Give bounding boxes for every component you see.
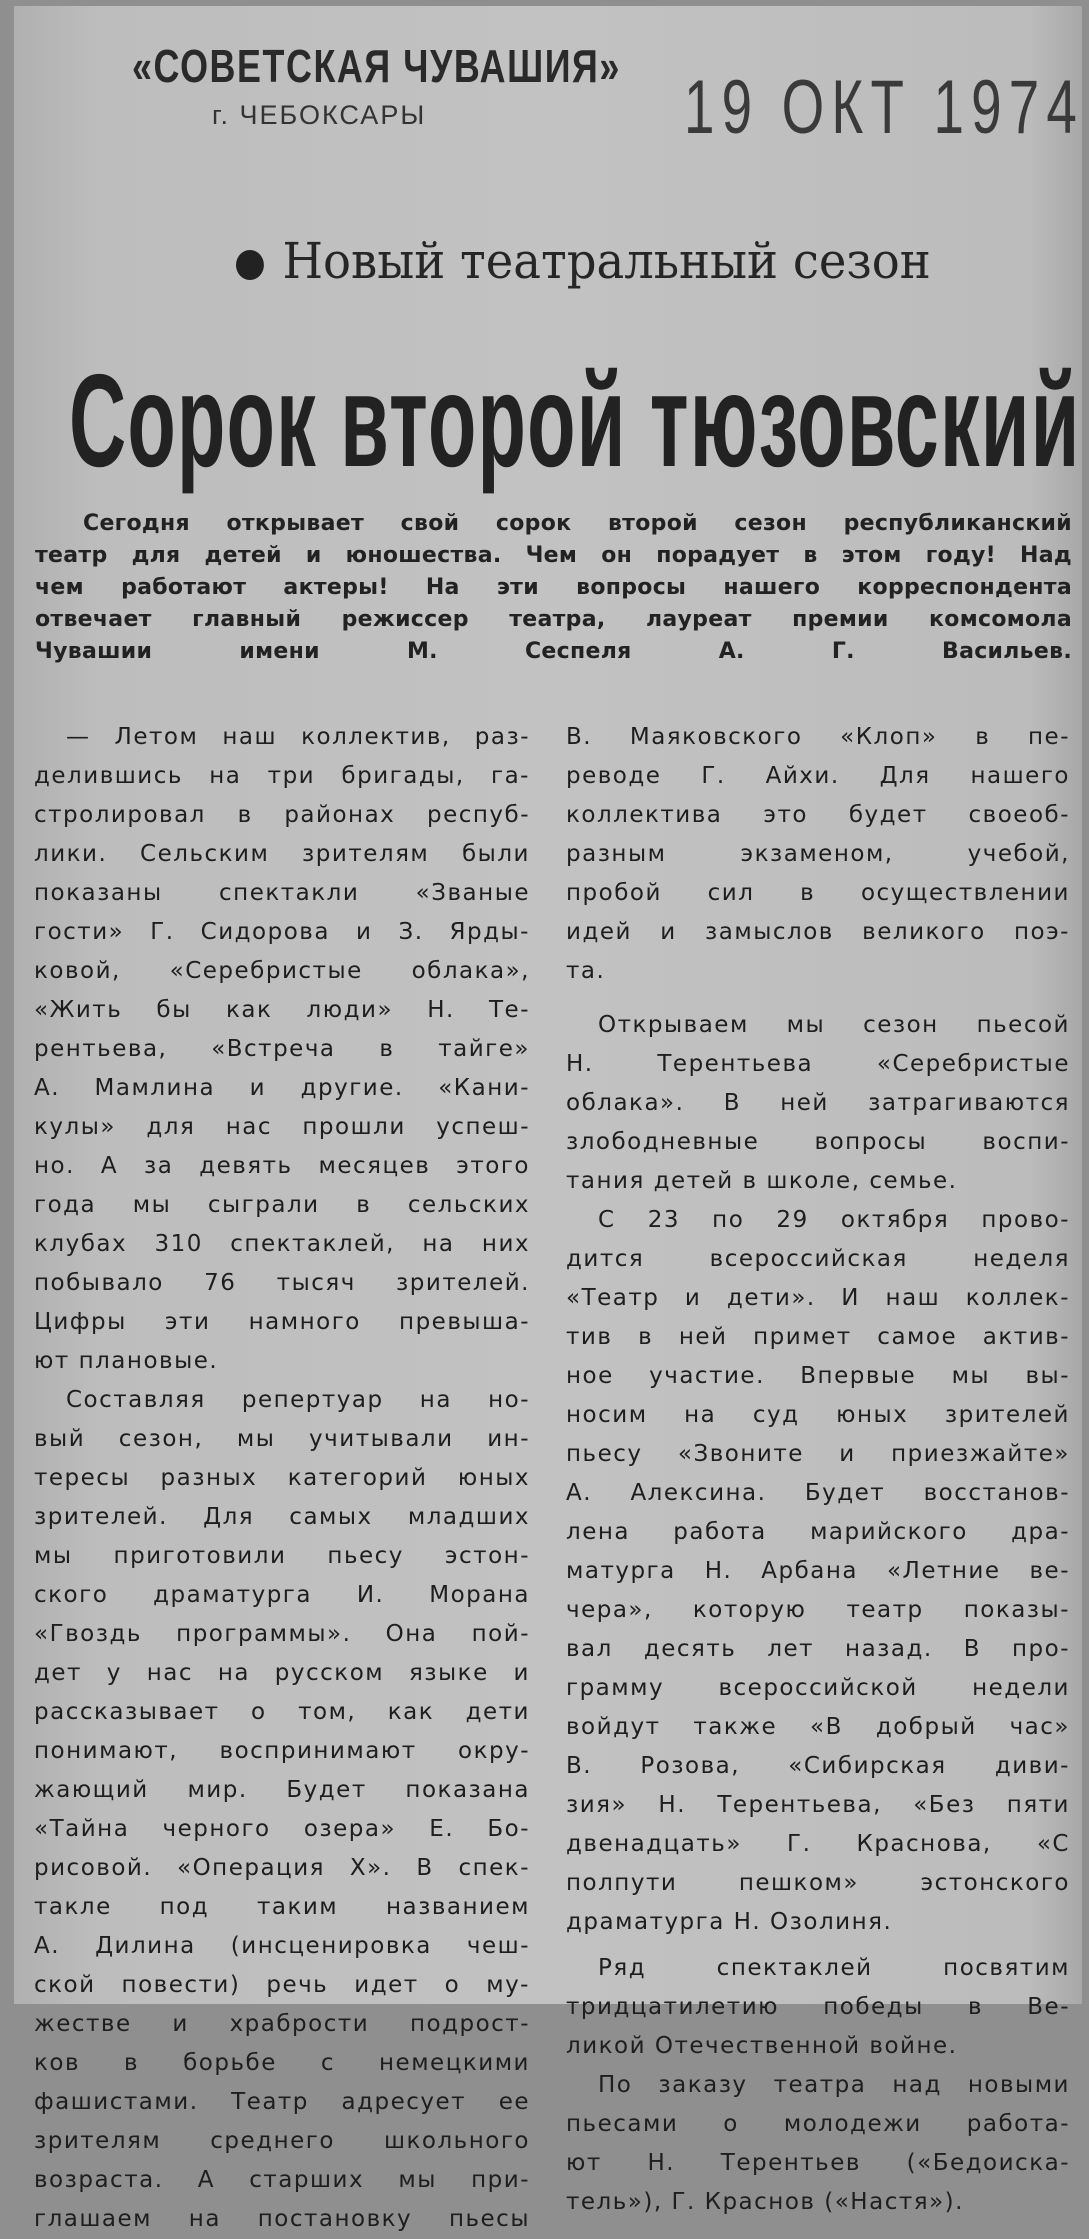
text-line: года мы сыграли в сельских (34, 1192, 530, 1218)
text-line: С 23 по 29 октября прово- (598, 1207, 1070, 1233)
text-line: идей и замыслов великого поэ- (566, 919, 1070, 945)
text-line: возраста. А старших мы при- (34, 2167, 530, 2193)
text-line: фашистами. Театр адресует ее (34, 2089, 530, 2115)
text-line: побывало 76 тысяч зрителей. (34, 1270, 530, 1296)
text-line: А. Алексина. Будет восстанов- (566, 1480, 1070, 1506)
text-line: дится всероссийская неделя (566, 1246, 1070, 1272)
text-line: жающий мир. Будет показана (34, 1777, 530, 1803)
text-line: рентьева, «Встреча в тайге» (34, 1036, 530, 1062)
text-line: Открываем мы сезон пьесой (598, 1012, 1070, 1038)
text-line: Цифры эти намного превыша- (34, 1309, 530, 1335)
text-line: чем работают актеры! На эти вопросы нашего корреспондента (35, 575, 1072, 600)
rubric-text: Новый театральный сезон (282, 232, 931, 290)
text-line: По заказу театра над новыми (598, 2072, 1070, 2098)
text-line: В. Маяковского «Клоп» в пе- (566, 724, 1070, 750)
text-line: рассказывает о том, как дети (34, 1699, 530, 1725)
text-line: «Театр и дети». И наш коллек- (566, 1285, 1070, 1311)
text-line: но. А за девять месяцев этого (34, 1153, 530, 1179)
text-line: А. Мамлина и другие. «Кани- (34, 1075, 530, 1101)
text-line: грамму всероссийской недели (566, 1675, 1070, 1701)
article-lead (35, 508, 1072, 668)
text-line: — Летом наш коллектив, раз- (66, 724, 530, 750)
text-line: Составляя репертуар на но- (66, 1387, 530, 1413)
text-line: «Гвоздь программы». Она пой- (34, 1621, 530, 1647)
text-line: вал десять лет назад. В про- (566, 1636, 1070, 1662)
text-line: зия» Н. Терентьева, «Без пяти (566, 1792, 1070, 1818)
text-line: ковой, «Серебристые облака», (34, 958, 530, 984)
paragraph (566, 718, 1070, 991)
text-line: лена работа марийского дра- (566, 1519, 1070, 1545)
text-line: двенадцать» Г. Краснова, «С (566, 1831, 1070, 1857)
text-line: чера», которую театр показы- (566, 1597, 1070, 1623)
paragraph (566, 1949, 1070, 2066)
newspaper-masthead: «СОВЕТСКАЯ ЧУВАШИЯ» (132, 40, 621, 92)
text-line: театр для детей и юношества. Чем он порадует в этом году! Над (35, 543, 1072, 568)
text-line: войдут также «В добрый час» (566, 1714, 1070, 1740)
text-line: тания детей в школе, семье. (566, 1168, 958, 1194)
paragraph (566, 2066, 1070, 2222)
text-line: ского драматурга И. Морана (34, 1582, 530, 1608)
text-line: разным экзаменом, учебой, (566, 841, 1070, 867)
text-line: стролировал в районах респуб- (34, 802, 530, 828)
text-line: тив в ней примет самое актив- (566, 1324, 1070, 1350)
text-line: та. (566, 958, 606, 984)
text-line: вый сезон, мы учитывали ин- (34, 1426, 530, 1452)
text-line: мы приготовили пьесу эстон- (34, 1543, 530, 1569)
newspaper-city: г. ЧЕБОКСАРЫ (212, 100, 427, 130)
text-line: Ряд спектаклей посвятим (598, 1955, 1070, 1981)
paragraph (34, 1381, 530, 2239)
rubric (236, 226, 931, 296)
column-left (34, 718, 530, 2239)
text-line: показаны спектакли «Званые (34, 880, 530, 906)
text-line: жестве и храбрости подрост- (34, 2011, 530, 2037)
text-line: дет у нас на русском языке и (34, 1660, 530, 1686)
text-line: драматурга Н. Озолиня. (566, 1909, 893, 1935)
column-right (566, 718, 1070, 2222)
text-line: ют Н. Терентьев («Бедоиска- (566, 2150, 1070, 2176)
text-line: «Жить бы как люди» Н. Те- (34, 997, 530, 1023)
text-line: зрителей. Для самых младших (34, 1504, 530, 1530)
text-line: тель»), Г. Краснов («Настя»). (566, 2189, 964, 2215)
text-line: тересы разных категорий юных (34, 1465, 530, 1491)
text-line: клубах 310 спектаклей, на них (34, 1231, 530, 1257)
text-line: делившись на три бригады, га- (34, 763, 530, 789)
text-line: лики. Сельским зрителям были (34, 841, 530, 867)
text-line: А. Дилина (инсценировка чеш- (34, 1933, 530, 1959)
text-line: матурга Н. Арбана «Летние ве- (566, 1558, 1070, 1584)
text-line: ков в борьбе с немецкими (34, 2050, 530, 2076)
text-line: ской повести) речь идет о му- (34, 1972, 530, 1998)
text-line: такле под таким названием (34, 1894, 530, 1920)
text-line: В. Розова, «Сибирская диви- (566, 1753, 1070, 1779)
text-line: рисовой. «Операция Х». В спек- (34, 1855, 530, 1881)
paragraph (35, 508, 1072, 668)
text-line: злободневные вопросы воспи- (566, 1129, 1070, 1155)
text-line: пьесами о молодежи работа- (566, 2111, 1070, 2137)
paragraph (34, 718, 530, 1381)
text-line: понимают, воспринимают окру- (34, 1738, 530, 1764)
text-line: пьесу «Звоните и приезжайте» (566, 1441, 1070, 1467)
text-line: коллектива это будет своеоб- (566, 802, 1070, 828)
text-line: пробой сил в осуществлении (566, 880, 1070, 906)
paragraph (566, 1201, 1070, 1942)
text-line: полпути пешком» эстонского (566, 1870, 1070, 1896)
date-stamp: 19 ОКТ 1974 (684, 65, 1085, 150)
article-title: Сорок второй тюзовский (69, 347, 1081, 494)
text-line: носим на суд юных зрителей (566, 1402, 1070, 1428)
text-line: ное участие. Впервые мы вы- (566, 1363, 1070, 1389)
text-line: Сегодня открывает свой сорок второй сезон республиканский (83, 511, 1072, 536)
text-line: зрителям среднего школьного (34, 2128, 530, 2154)
text-line: «Тайна черного озера» Е. Бо- (34, 1816, 530, 1842)
bullet-icon (236, 250, 264, 280)
text-line: Н. Терентьева «Серебристые (566, 1051, 1070, 1077)
text-line: отвечает главный режиссер театра, лауреат премии комсомола (35, 607, 1072, 632)
text-line: гости» Г. Сидорова и З. Ярды- (34, 919, 530, 945)
text-line: глашаем на постановку пьесы (34, 2206, 530, 2232)
paragraph (566, 1006, 1070, 1201)
text-line: ют плановые. (34, 1348, 219, 1374)
text-line: ликой Отечественной войне. (566, 2033, 958, 2059)
text-line: облака». В ней затрагиваются (566, 1090, 1070, 1116)
text-line: кулы» для нас прошли успеш- (34, 1114, 530, 1140)
text-line: тридцатилетию победы в Ве- (566, 1994, 1070, 2020)
text-line: Чувашии имени М. Сеспеля А. Г. Васильев. (35, 639, 1072, 664)
text-line: реводе Г. Айхи. Для нашего (566, 763, 1070, 789)
